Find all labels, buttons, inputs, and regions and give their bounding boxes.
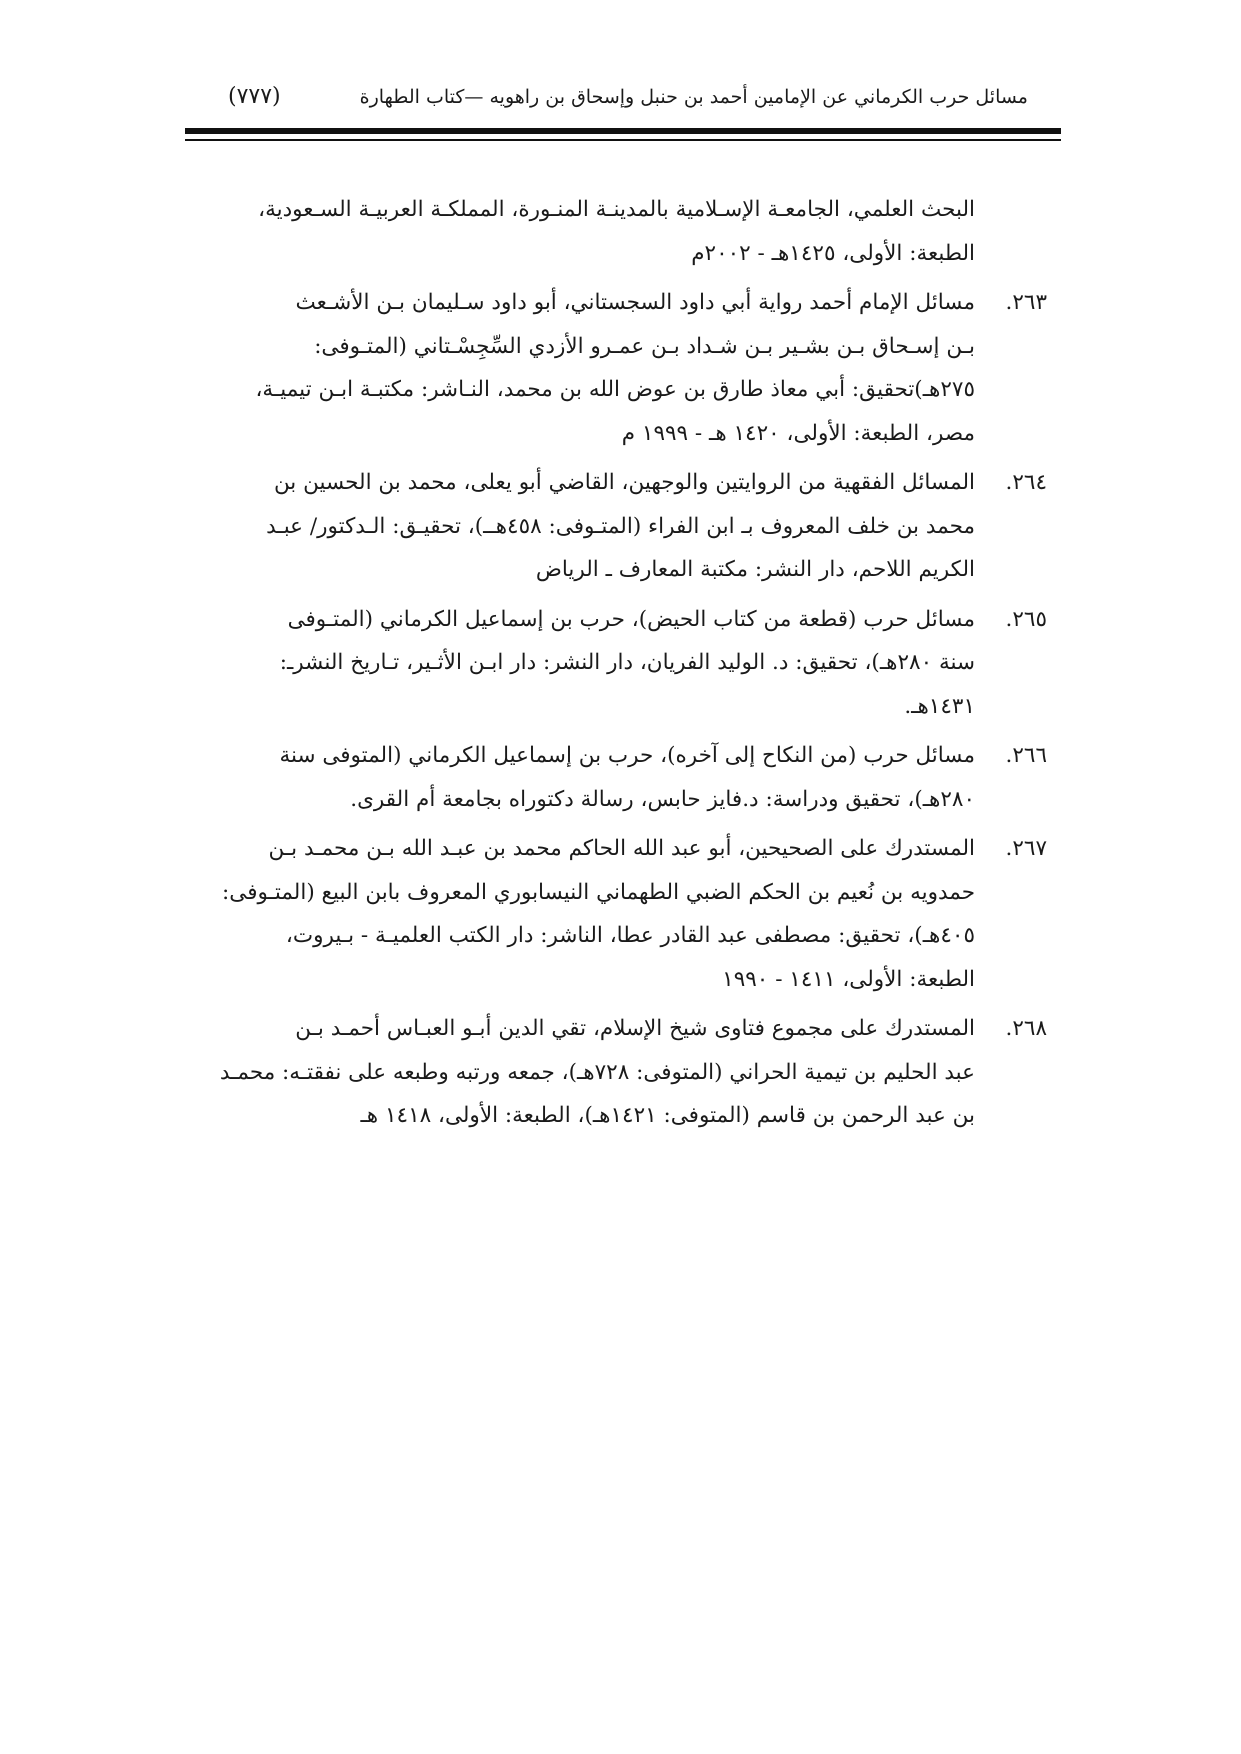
entry-line: ١٤٣١هـ.	[904, 693, 975, 719]
reference-entry-264	[185, 461, 1047, 592]
page-number: (٧٧٧)	[228, 84, 281, 109]
entry-line: ٢٧٥هـ)تحقيق: أبي معاذ طارق بن عوض الله بن محمد، النـاشر: مكتبـة ابـن تيميـة،	[255, 377, 975, 402]
entry-line: مسائل حرب (من النكاح إلى آخره)، حرب بن إسماعيل الكرماني (المتوفى سنة	[279, 743, 975, 768]
continued-entry	[185, 188, 975, 275]
reference-entry-267	[185, 827, 1047, 1001]
entry-line: بـن إسـحاق بـن بشـير بـن شـداد بـن عمـرو الأزدي السِّجِسْـتاني (المتـوفى:	[314, 333, 975, 359]
entry-number: ٢٦٧.	[1005, 836, 1047, 861]
entry-line: مسائل الإمام أحمد رواية أبي داود السجستاني، أبو داود سـليمان بـن الأشـعث	[295, 290, 975, 315]
entry-line: مصر، الطبعة: الأولى، ١٤٢٠ هـ - ١٩٩٩ م	[621, 420, 975, 446]
entry-line: ٤٠٥هـ)، تحقيق: مصطفى عبد القادر عطا، الناشر: دار الكتب العلميـة - بـيروت،	[285, 923, 975, 948]
entry-line: ٢٨٠هـ)، تحقيق ودراسة: د.فايز حابس، رسالة دكتوراه بجامعة أم القرى.	[350, 786, 975, 812]
reference-entry-268	[185, 1007, 1047, 1138]
entry-number: ٢٦٨.	[1005, 1016, 1047, 1041]
entry-line: المستدرك على مجموع فتاوى شيخ الإسلام، تقي الدين أبـو العبـاس أحمـد بـن	[295, 1016, 975, 1041]
entry-line: المستدرك على الصحيحين، أبو عبد الله الحاكم محمد بن عبـد الله بـن محمـد بـن	[268, 836, 975, 861]
entry-line: محمد بن خلف المعروف بـ ابن الفراء (المتـوفى: ٤٥٨هــ)، تحقيـق: الـدكتور/ عبـد	[266, 513, 975, 539]
entry-line: البحث العلمي، الجامعـة الإسـلامية بالمدينـة المنـورة، المملكـة العربيـة السـعودية،	[258, 197, 975, 222]
entry-line: الطبعة: الأولى، ١٤٢٥هـ - ٢٠٠٢م	[691, 240, 975, 266]
entry-number: ٢٦٥.	[1005, 606, 1047, 632]
entry-line: بن عبد الرحمن بن قاسم (المتوفى: ١٤٢١هـ)، الطبعة: الأولى، ١٤١٨ هـ	[360, 1103, 975, 1128]
reference-entry-266	[185, 734, 1047, 821]
entry-number: ٢٦٦.	[1005, 743, 1047, 768]
entry-line: عبد الحليم بن تيمية الحراني (المتوفى: ٧٢٨هـ)، جمعه ورتبه وطبعه على نفقتـه: محمـد	[219, 1059, 975, 1085]
header-rule-thin	[185, 139, 1061, 141]
entry-line: الكريم اللاحم، دار النشر: مكتبة المعارف ـ الرياض	[535, 557, 975, 582]
entry-line: مسائل حرب (قطعة من كتاب الحيض)، حرب بن إسماعيل الكرماني (المتـوفى	[287, 606, 975, 632]
header-rule-thick	[185, 128, 1061, 134]
running-title: مسائل حرب الكرماني عن الإمامين أحمد بن حنبل وإسحاق بن راهويه —كتاب الطهارة	[359, 86, 1028, 108]
entry-line: الطبعة: الأولى، ١٤١١ - ١٩٩٠	[722, 966, 975, 992]
entry-number: ٢٦٣.	[1005, 290, 1047, 315]
entry-line: سنة ٢٨٠هـ)، تحقيق: د. الوليد الفريان، دار النشر: دار ابـن الأثـير، تـاريخ النشرـ:	[279, 650, 975, 675]
reference-entry-263	[185, 281, 1047, 455]
references-list	[185, 188, 1047, 1138]
reference-entry-265	[185, 598, 1047, 729]
entry-line: المسائل الفقهية من الروايتين والوجهين، القاضي أبو يعلى، محمد بن الحسين بن	[273, 470, 975, 495]
entry-line: حمدويه بن نُعيم بن الحكم الضبي الطهماني النيسابوري المعروف بابن البيع (المتـوفى:	[222, 879, 975, 905]
page-header	[228, 78, 1028, 118]
entry-number: ٢٦٤.	[1005, 470, 1047, 495]
